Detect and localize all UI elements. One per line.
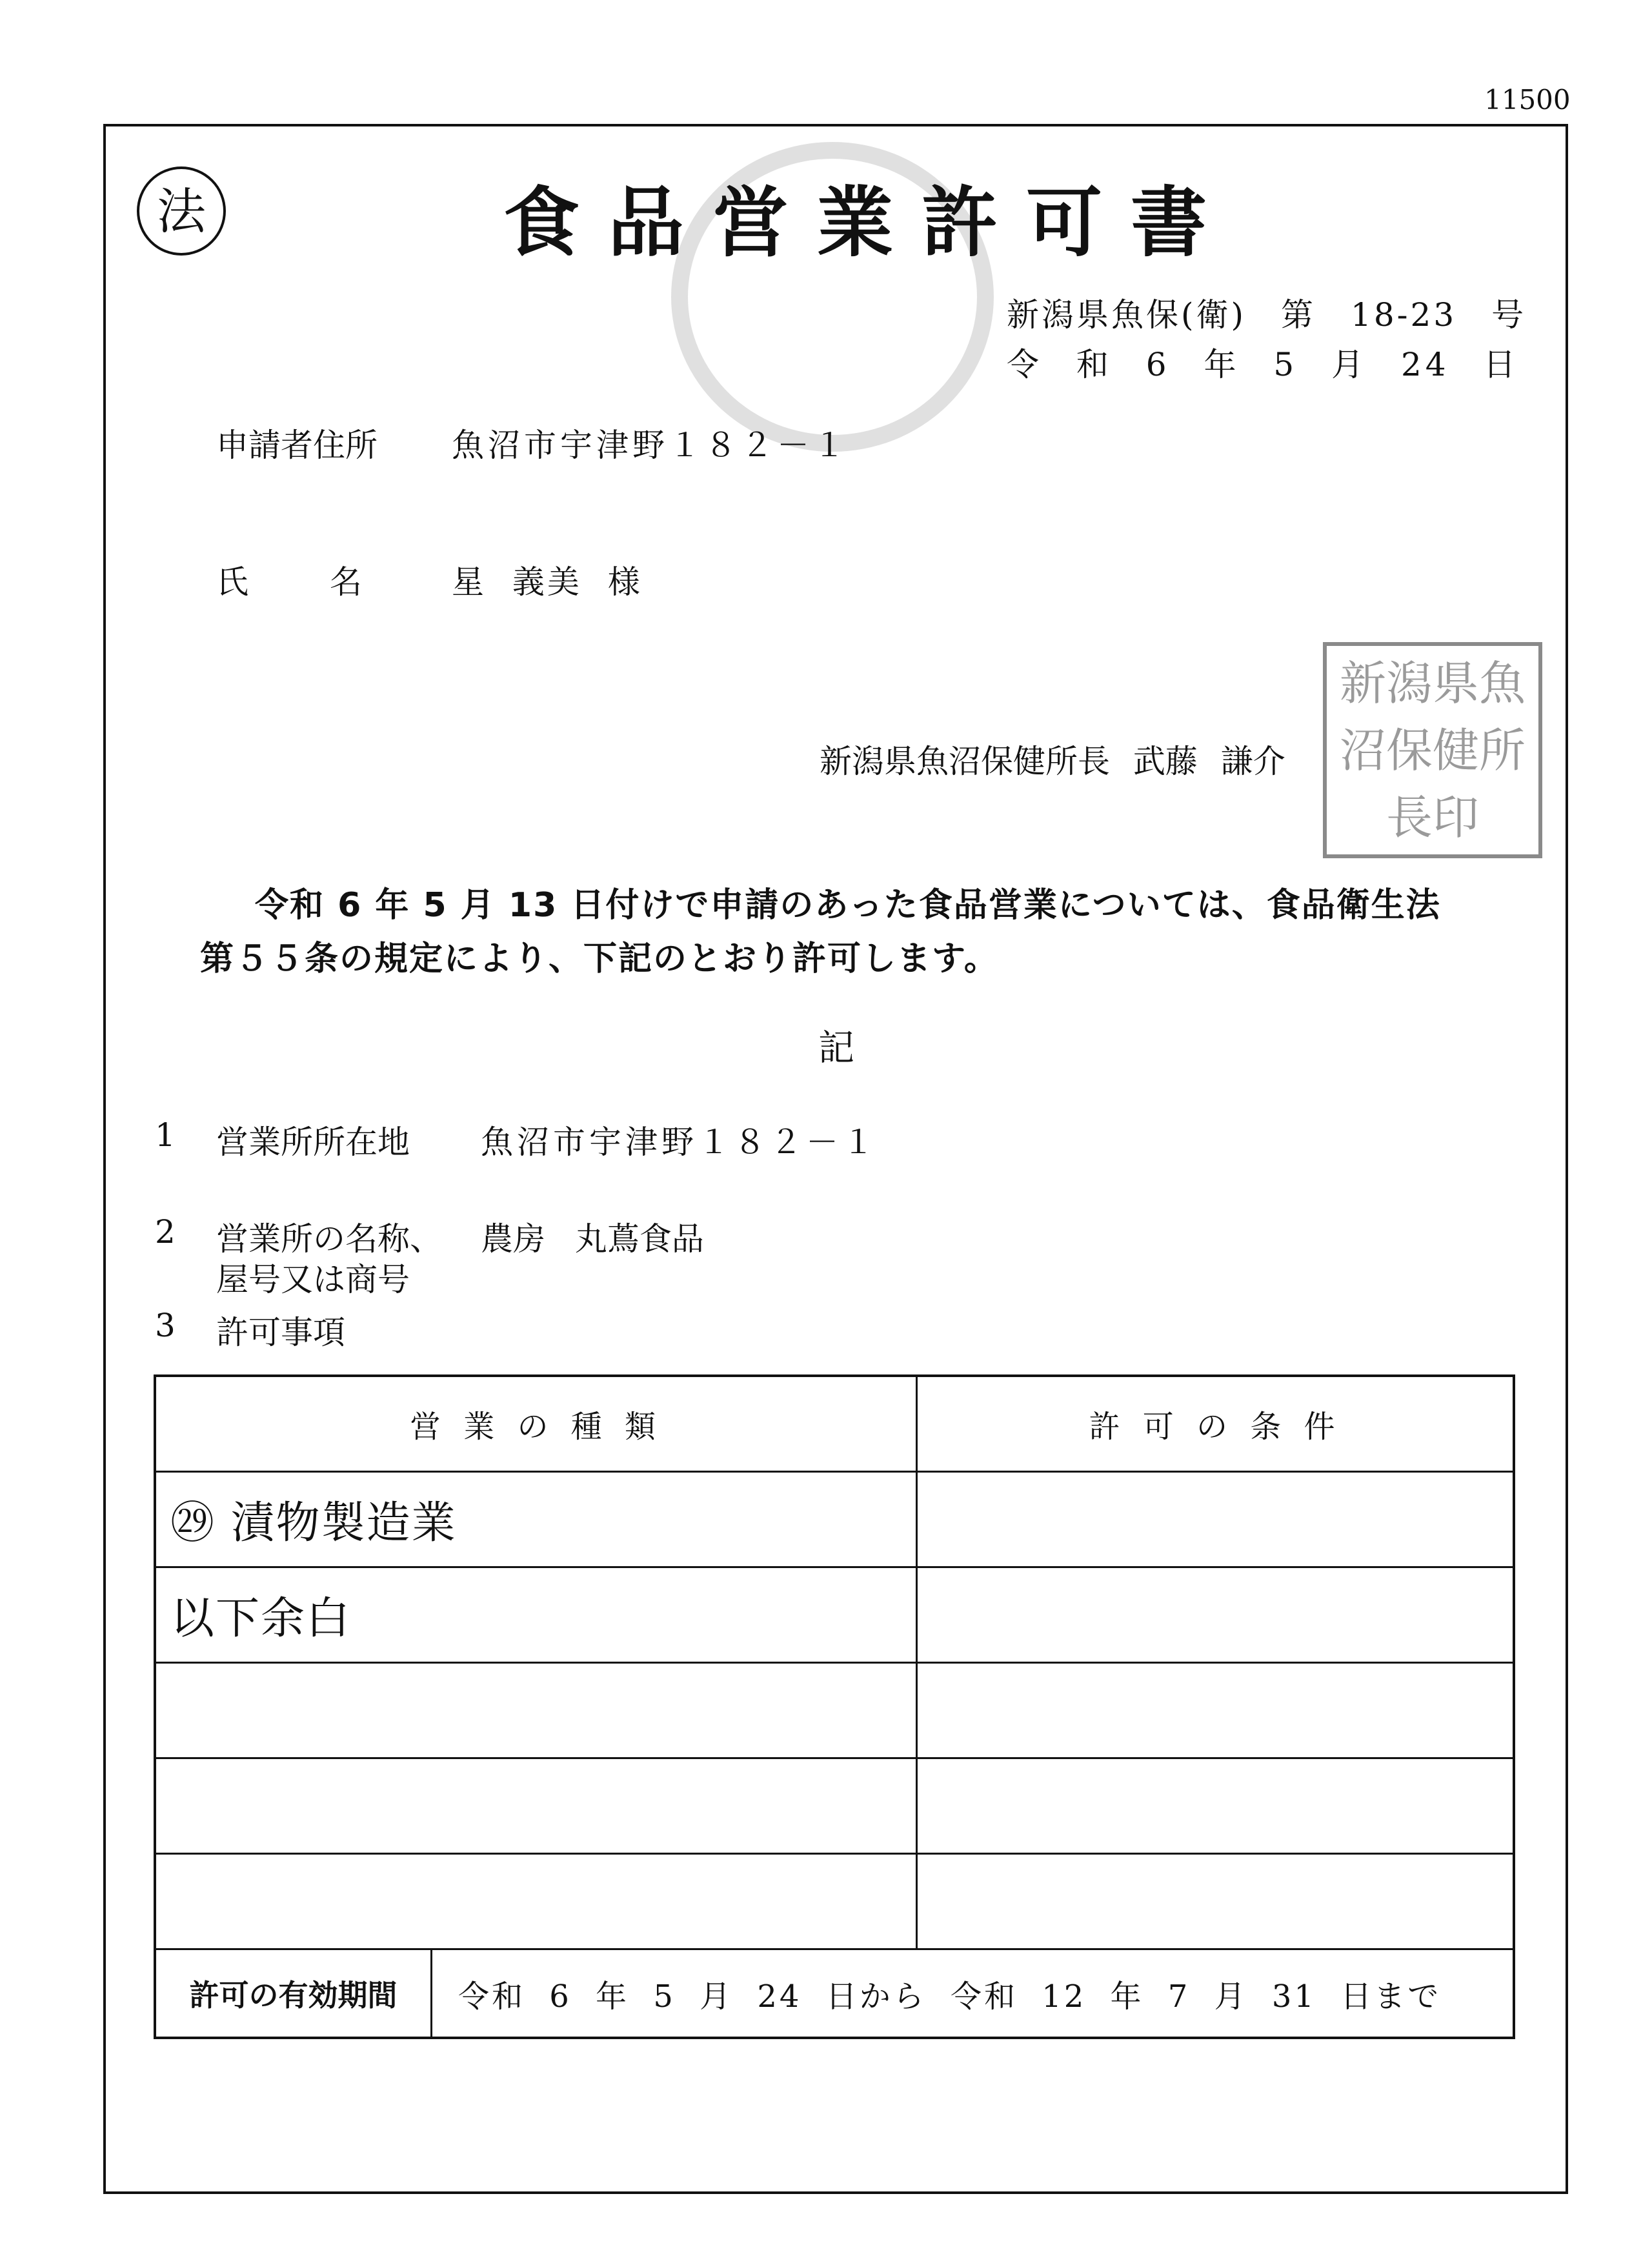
applicant-address-label: 申請者住所 (216, 427, 378, 464)
validity-period-value: 令和 6 年 5 月 24 日から 令和 12 年 7 月 31 日まで (458, 1978, 1442, 2015)
document-title: 食品営業許可書 (503, 177, 1236, 267)
body-text-line-1: 令和 6 年 5 月 13 日付けで申請のあった食品営業については、食品衛生法 (255, 886, 1441, 925)
business-type-cell: ㉙ 漬物製造業 (156, 1473, 918, 1566)
validity-period-label: 許可の有効期間 (156, 1950, 432, 2037)
item-2-label-line-2: 屋号又は商号 (216, 1261, 410, 1298)
item-2-number: 2 (155, 1213, 176, 1251)
document-number: 11500 (1484, 84, 1571, 116)
table-row (156, 1664, 1513, 1759)
item-1-label: 営業所所在地 (216, 1123, 410, 1161)
table-row (156, 1473, 1513, 1568)
condition-cell (918, 1568, 1513, 1662)
applicant-address: 魚沼市宇津野１８２－１ (452, 427, 849, 464)
item-2-value: 農房 丸蔦食品 (481, 1220, 704, 1258)
header-business-type: 営 業 の 種 類 (156, 1377, 918, 1471)
condition-cell (918, 1473, 1513, 1566)
official-seal-stamp (1323, 642, 1542, 858)
condition-cell (918, 1759, 1513, 1853)
business-type-cell (156, 1855, 918, 1948)
validity-period-row (156, 1950, 1513, 2037)
item-1-value: 魚沼市宇津野１８２－１ (481, 1123, 878, 1161)
table-row (156, 1759, 1513, 1855)
table-row (156, 1568, 1513, 1664)
header-permit-conditions: 許 可 の 条 件 (1089, 1409, 1342, 1445)
business-type-cell (156, 1664, 918, 1757)
permit-date: 令 和 6 年 5 月 24 日 (1007, 346, 1520, 383)
item-3-number: 3 (155, 1307, 176, 1344)
body-text-line-2: 第５５条の規定により、下記のとおり許可します。 (200, 940, 999, 978)
item-2-label-line-1: 営業所の名称、 (216, 1220, 442, 1258)
item-3-label: 許可事項 (216, 1314, 345, 1351)
permit-table (154, 1374, 1515, 2039)
permit-number: 新潟県魚保(衛) 第 18-23 号 (1007, 296, 1527, 334)
condition-cell (918, 1664, 1513, 1757)
table-header-row (156, 1377, 1513, 1473)
business-type-cell (156, 1759, 918, 1853)
issuer-name: 新潟県魚沼保健所長 武藤 謙介 (820, 743, 1285, 780)
condition-cell (918, 1855, 1513, 1948)
ki-heading: 記 (818, 1027, 854, 1069)
business-type-cell: 以下余白 (156, 1568, 918, 1662)
law-circle-mark: 法 (137, 166, 226, 256)
item-1-number: 1 (155, 1116, 176, 1154)
applicant-name-label: 氏 名 (216, 563, 362, 601)
applicant-name: 星 義美 様 (452, 563, 643, 601)
seal-text: 新潟県魚沼保健所長印 (1339, 656, 1526, 845)
table-row (156, 1855, 1513, 1950)
